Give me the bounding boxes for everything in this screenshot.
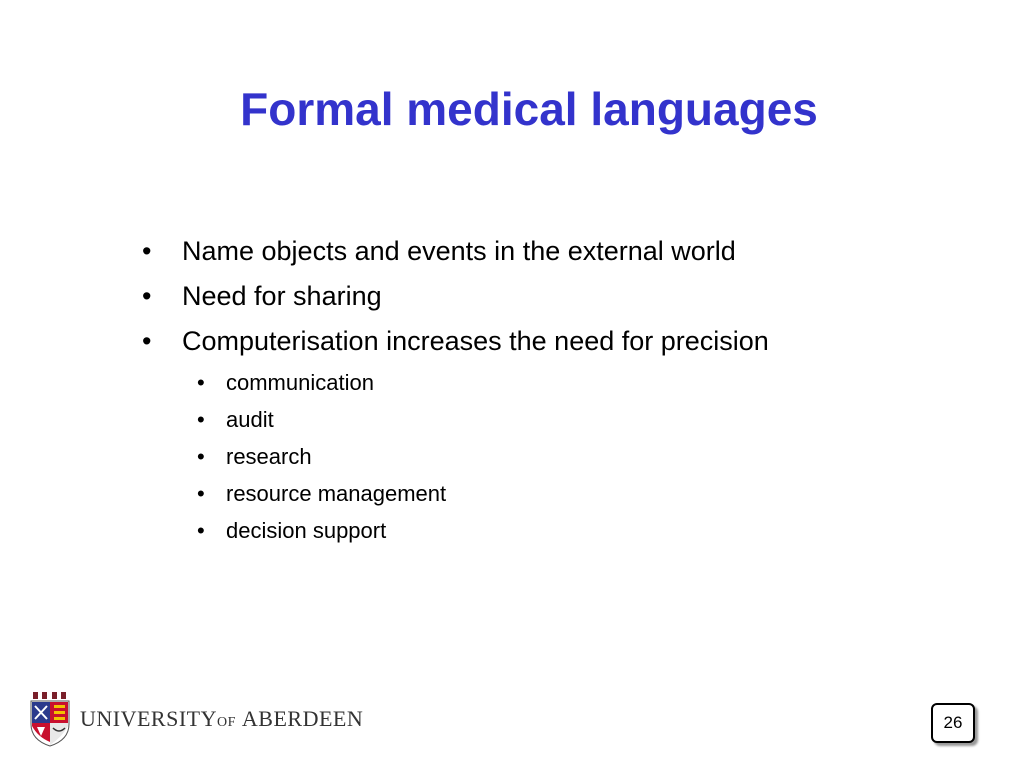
page-number: 26 [943, 713, 963, 732]
university-name-of: OF [217, 715, 236, 730]
bullet-item [141, 274, 769, 319]
university-name [80, 706, 363, 732]
slide-title: Formal medical languages [240, 83, 818, 135]
bullet-text: Computerisation increases the need for precision [182, 326, 769, 356]
sub-bullet-item [197, 364, 769, 401]
sub-bullet-text: audit [226, 407, 274, 432]
bullet-marker: • [142, 236, 152, 266]
page-number-box [931, 703, 975, 743]
sub-bullet-text: research [226, 444, 312, 469]
sub-bullet-item [197, 475, 769, 512]
sub-bullet-item [197, 512, 769, 549]
university-crest-icon [30, 690, 70, 748]
sub-bullet-text: decision support [226, 518, 387, 543]
bullet-list [141, 229, 769, 549]
sub-bullet-group [141, 364, 769, 549]
bullet-text: Name objects and events in the external world [182, 236, 736, 266]
bullet-marker: • [142, 281, 152, 311]
bullet-marker: • [142, 326, 152, 356]
sub-bullet-marker: • [197, 518, 205, 543]
sub-bullet-marker: • [197, 407, 205, 432]
sub-bullet-item [197, 438, 769, 475]
university-name-part2: ABERDEEN [241, 706, 364, 731]
sub-bullet-text: resource management [226, 481, 447, 506]
university-name-part1: UNIVERSITY [80, 706, 217, 731]
sub-bullet-item [197, 401, 769, 438]
sub-bullet-marker: • [197, 370, 205, 395]
university-logo [30, 690, 363, 748]
sub-bullet-marker: • [197, 444, 205, 469]
sub-bullet-text: communication [226, 370, 374, 395]
sub-bullet-marker: • [197, 481, 205, 506]
bullet-item [141, 319, 769, 364]
bullet-item [141, 229, 769, 274]
sub-bullet-list [141, 364, 769, 549]
bullet-text: Need for sharing [182, 281, 382, 311]
